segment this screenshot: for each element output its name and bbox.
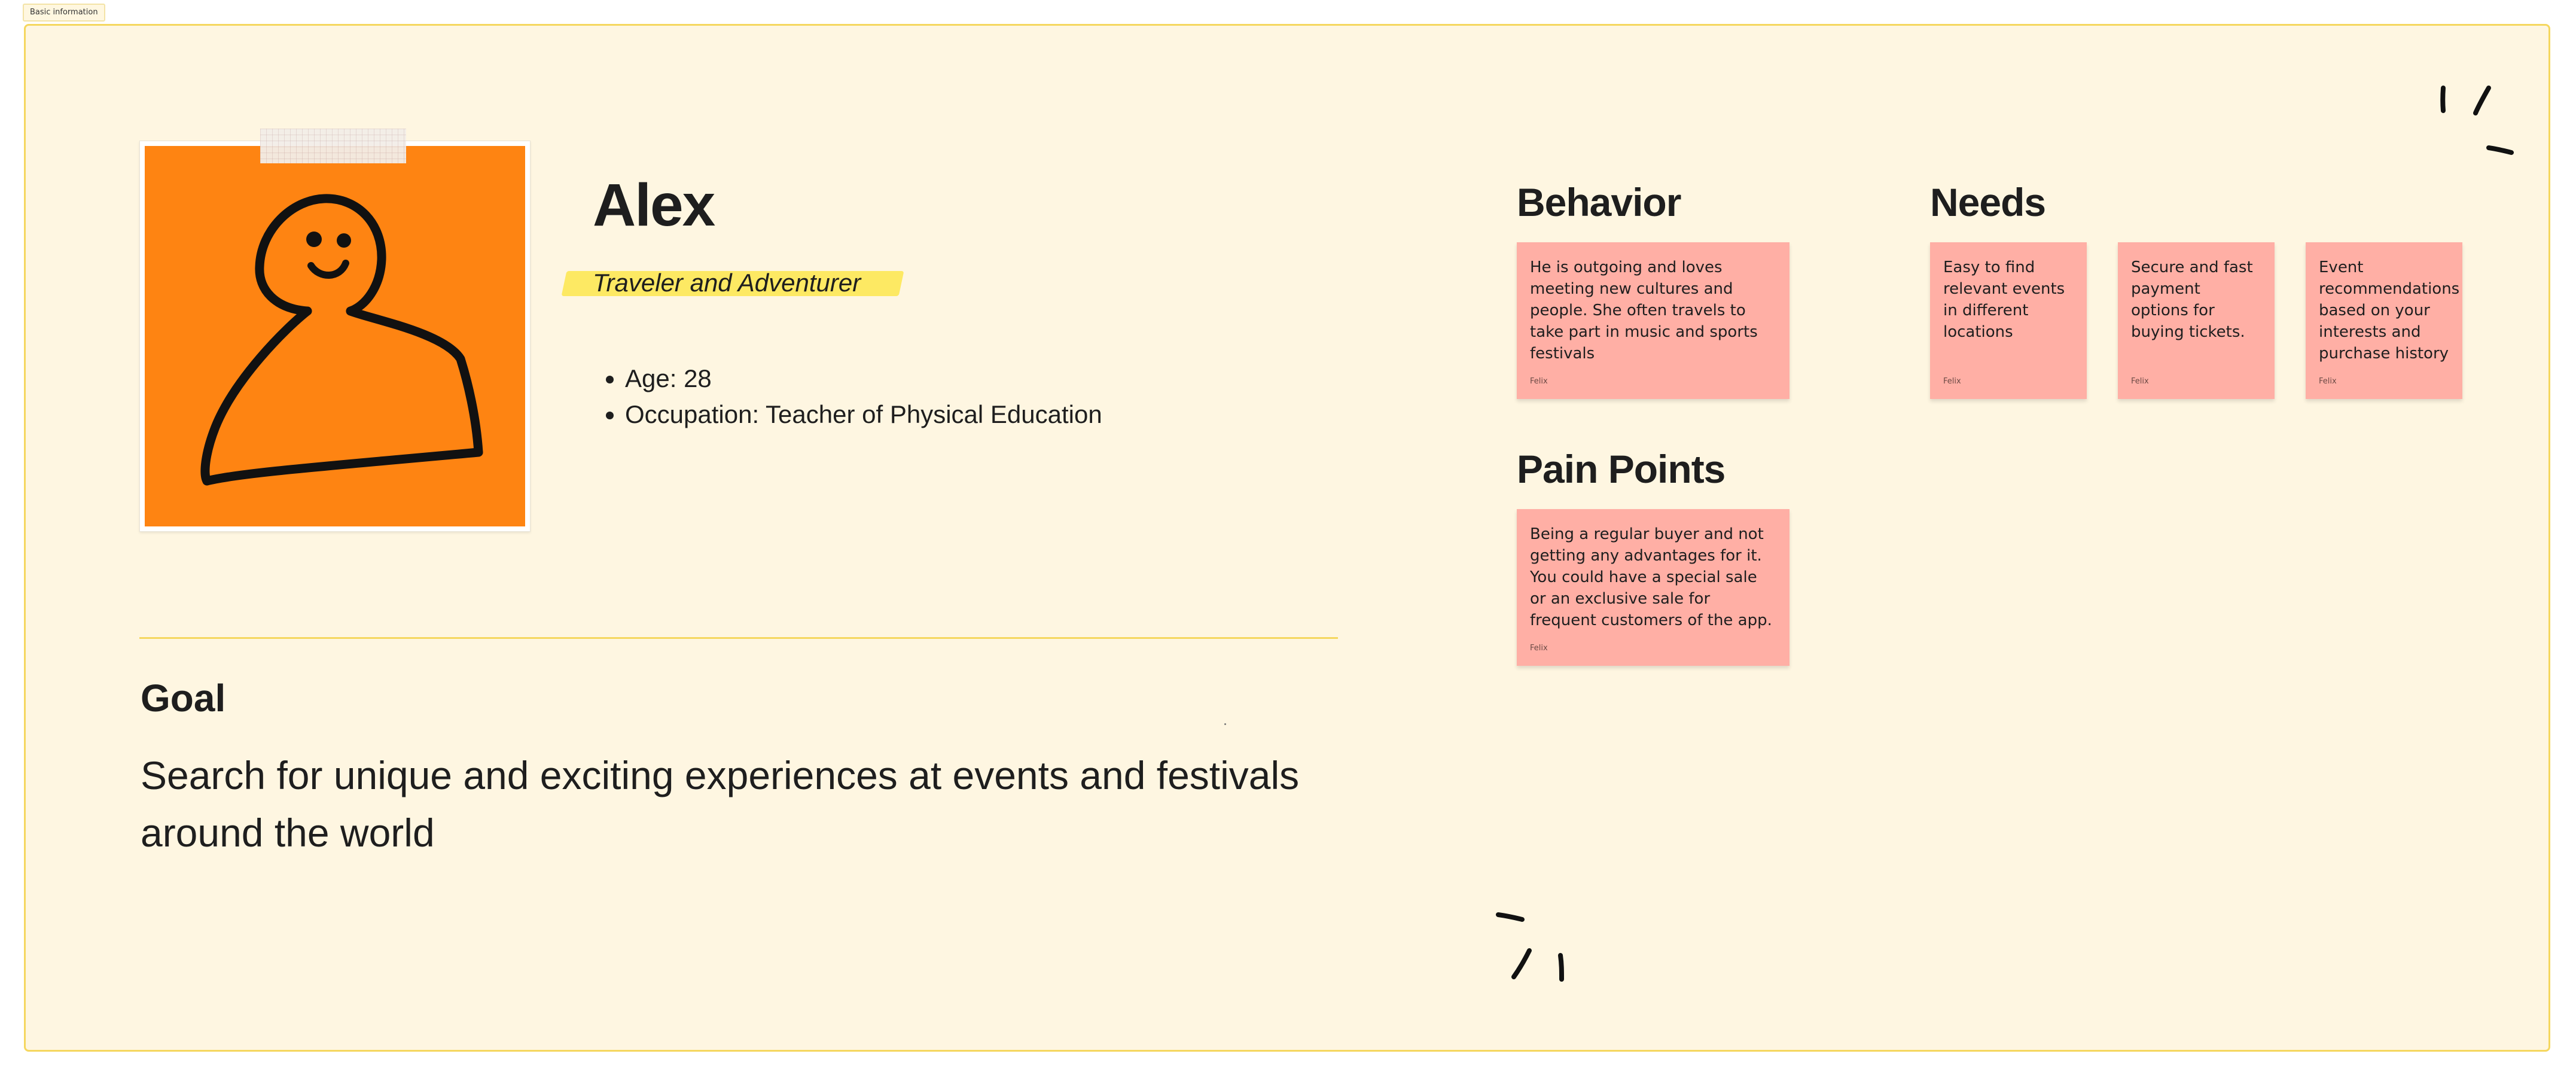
- sticky-note-need-2[interactable]: [2118, 242, 2275, 399]
- persona-frame: [24, 24, 2550, 1052]
- sticky-author: Felix: [1530, 377, 1548, 386]
- behavior-title[interactable]: Behavior: [1517, 180, 1681, 224]
- needs-title[interactable]: Needs: [1930, 180, 2046, 224]
- pain-points-title[interactable]: Pain Points: [1517, 447, 1726, 491]
- frame-label[interactable]: Basic information: [23, 4, 105, 22]
- sticky-author: Felix: [1530, 644, 1548, 653]
- avatar-background: [145, 146, 525, 526]
- person-doodle-icon: [145, 146, 525, 526]
- sparkle-doodle-icon[interactable]: [1491, 905, 1623, 1025]
- sticky-text: He is outgoing and loves meeting new cultures and people. She often travels to take part in music and sports festivals: [1530, 258, 1758, 363]
- sticky-author: Felix: [2319, 377, 2337, 386]
- sticky-author: Felix: [2131, 377, 2149, 386]
- fact-age: • Age: 28: [625, 361, 1102, 397]
- sticky-note-need-1[interactable]: [1930, 242, 2087, 399]
- persona-facts[interactable]: [599, 361, 1102, 433]
- fact-occupation: • Occupation: Teacher of Physical Education: [625, 397, 1102, 433]
- avatar-card[interactable]: [139, 141, 531, 532]
- divider: [139, 637, 1338, 639]
- stray-dot: [1224, 723, 1226, 725]
- sticky-text: Secure and fast payment options for buying tickets.: [2131, 258, 2253, 341]
- sticky-note-behavior[interactable]: [1517, 242, 1790, 399]
- sticky-note-pain-point[interactable]: [1517, 509, 1790, 666]
- sticky-author: Felix: [1943, 377, 1961, 386]
- sticky-text: Easy to find relevant events in different locations: [1943, 258, 2065, 341]
- sticky-text: Event recommendations based on your interests and purchase history: [2319, 258, 2460, 363]
- goal-text[interactable]: Search for unique and exciting experiences at events and festivals around the world: [141, 753, 1300, 855]
- tape-decoration: [260, 129, 406, 163]
- sticky-note-need-3[interactable]: [2306, 242, 2462, 399]
- sparkle-doodle-icon[interactable]: [2424, 80, 2544, 187]
- goal-title[interactable]: Goal: [141, 677, 226, 720]
- persona-name[interactable]: Alex: [593, 172, 715, 239]
- persona-role[interactable]: Traveler and Adventurer: [593, 269, 861, 297]
- sticky-text: Being a regular buyer and not getting any advantages for it. You could have a special sale or an exclusive sale for frequent customers of the app.: [1530, 525, 1772, 629]
